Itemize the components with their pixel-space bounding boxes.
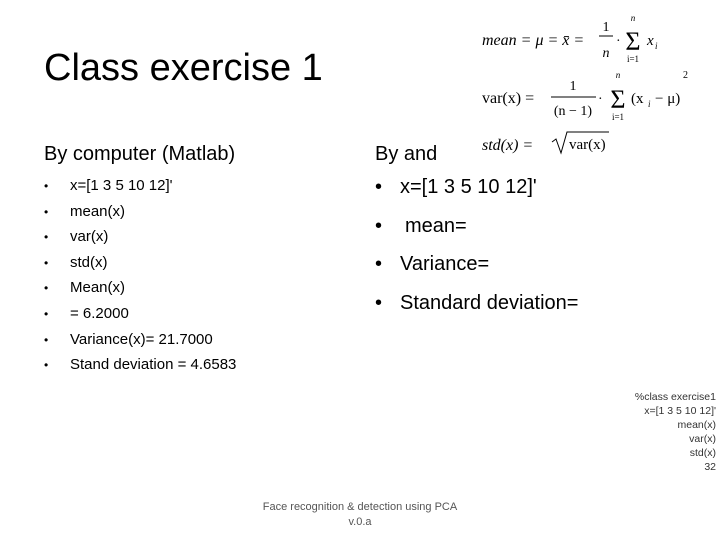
list-item-text: x=[1 3 5 10 12]' [70,177,173,194]
bullet-icon: • [44,332,49,347]
var-term-end: − μ) [655,91,681,107]
std-formula-rhs: var(x) [569,137,606,153]
list-item [44,176,236,202]
bullet-icon: • [44,230,49,245]
bullet-icon: • [44,204,49,219]
var-formula-lhs: var(x) = [482,90,535,107]
list-item-text: Stand deviation = 4.6583 [70,356,237,374]
var-fraction-denominator: (n − 1) [553,104,593,119]
bullet-icon: • [44,179,49,193]
list-item [44,202,236,228]
var-term-sub: i [648,99,651,109]
var-square: 2 [683,70,688,81]
slide-footer [210,500,510,530]
list-item [44,253,236,279]
list-item-text: Mean(x) [70,279,126,297]
list-item-text: Standard deviation= [400,291,579,314]
left-heading: By computer (Matlab) [44,143,236,165]
list-item-text: mean= [405,214,467,237]
hand-bullet-list [375,174,578,328]
notes-line: x=[1 3 5 10 12]' [644,405,716,417]
list-item [44,355,236,381]
bullet-icon: • [375,176,383,198]
bullet-icon: • [44,358,49,373]
bullet-icon: • [44,255,49,270]
var-term: (x [631,91,644,107]
bullet-icon: • [44,306,49,321]
var-sum-top: n [615,70,621,80]
list-item [375,213,578,252]
bullet-icon: • [375,253,383,275]
list-item-text: Variance= [400,253,490,275]
list-item [44,227,236,253]
list-item [44,278,236,304]
mean-xi: x [647,33,654,49]
slide-title: Class exercise 1 [44,47,323,89]
list-item [44,304,236,330]
var-sum-bottom: i=1 [611,112,625,122]
footer-version: v.0.a [348,516,372,528]
mean-xi-sub: i [655,41,658,51]
footer-title: Face recognition & detection using PCA [262,501,458,513]
list-item-text: std(x) [70,253,108,271]
list-item [375,251,578,290]
mean-sum-bottom: i=1 [626,54,640,64]
list-item [44,330,236,356]
right-heading: By and [375,143,438,165]
var-dot: · [598,92,603,107]
notes-line: mean(x) [677,419,716,431]
list-item [375,290,578,329]
std-formula-lhs: std(x) = [482,137,534,154]
notes-line: std(x) [689,447,716,459]
list-item-text: mean(x) [70,202,126,220]
mean-sum-top: n [630,13,636,23]
speaker-notes [516,390,716,474]
list-item-text: var(x) [70,228,109,246]
var-sum-sign: Σ [610,85,626,114]
list-item [375,174,578,213]
notes-line: var(x) [689,433,716,445]
mean-dot: · [616,34,621,49]
var-fraction-numerator: 1 [569,79,577,94]
notes-line: %class exercise1 [634,391,716,403]
bullet-icon: • [375,214,383,237]
matlab-bullet-list [44,176,236,381]
mean-sum-sign: Σ [625,27,641,56]
formula-image [478,12,708,162]
bullet-icon: • [375,291,383,314]
mean-fraction-denominator: n [602,46,610,61]
mean-formula-lhs: mean = μ = x̄ = [482,32,585,49]
bullet-icon: • [44,281,49,296]
page-number: 32 [704,461,716,473]
list-item-text: = 6.2000 [70,304,129,322]
list-item-text: Variance(x)= 21.7000 [70,330,213,348]
formula-svg [478,12,708,162]
mean-fraction-numerator: 1 [602,20,610,35]
list-item-text: x=[1 3 5 10 12]' [400,176,537,198]
